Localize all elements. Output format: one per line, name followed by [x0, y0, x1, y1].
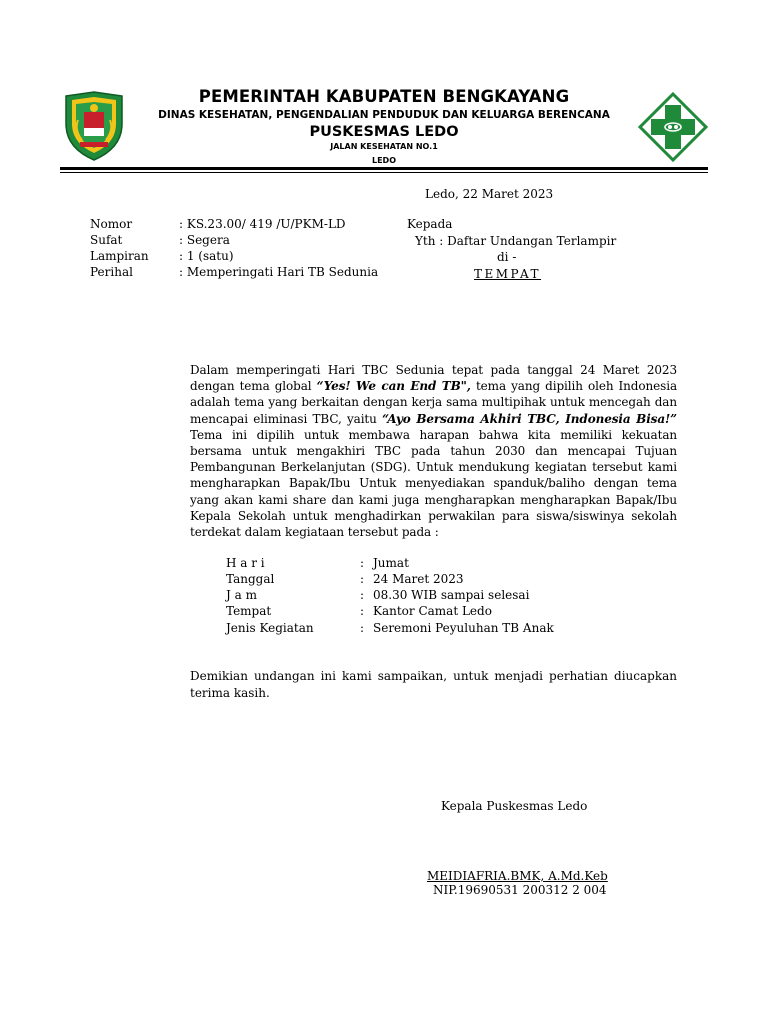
- detail-value-jenis-kegiatan: Seremoni Peyuluhan TB Anak: [373, 621, 554, 635]
- meta-label-perihal: Perihal: [90, 265, 133, 279]
- meta-value-sifat: : Segera: [179, 233, 230, 247]
- detail-value-tempat: Kantor Camat Ledo: [373, 604, 492, 618]
- detail-colon: :: [360, 621, 365, 635]
- letter-date: Ledo, 22 Maret 2023: [425, 187, 554, 201]
- recipient-yth: Yth : Daftar Undangan Terlampir: [415, 234, 617, 248]
- detail-colon: :: [360, 588, 365, 602]
- signature-title: Kepala Puskesmas Ledo: [441, 799, 588, 813]
- meta-value-nomor: : KS.23.00/ 419 /U/PKM-LD: [179, 217, 346, 231]
- meta-label-sifat: Sufat: [90, 233, 123, 247]
- letterhead-city: LEDO: [371, 156, 396, 165]
- detail-label-jam: J a m: [226, 588, 257, 602]
- detail-label-tempat: Tempat: [226, 604, 272, 618]
- detail-value-jam: 08.30 WIB sampai selesai: [373, 588, 530, 602]
- detail-label-jenis-kegiatan: Jenis Kegiatan: [226, 621, 314, 635]
- body-theme: “Yes! We can End TB",: [316, 379, 471, 394]
- meta-value-perihal: : Memperingati Hari TB Sedunia: [179, 265, 379, 279]
- detail-colon: :: [360, 556, 365, 570]
- signature-nip: NIP.19690531 200312 2 004: [433, 883, 607, 897]
- recipient-kepada: Kepada: [407, 217, 453, 231]
- recipient-di: di -: [497, 250, 517, 264]
- letterhead-address: JALAN KESEHATAN NO.1: [330, 142, 438, 151]
- bengkayang-regency-crest-icon: [60, 90, 128, 162]
- recipient-tempat: TEMPAT: [474, 267, 542, 281]
- letterhead-rule-thin: [60, 172, 708, 173]
- detail-label-tanggal: Tanggal: [226, 572, 275, 586]
- body-paragraph: [190, 362, 677, 540]
- meta-label-lampiran: Lampiran: [90, 249, 149, 263]
- detail-label-hari: H a r i: [226, 556, 265, 570]
- meta-value-lampiran: : 1 (satu): [179, 249, 234, 263]
- detail-colon: :: [360, 572, 365, 586]
- closing-paragraph: Demikian undangan ini kami sampaikan, untuk menjadi perhatian diucapkan terima kasih.: [190, 669, 677, 700]
- letterhead-government: PEMERINTAH KABUPATEN BENGKAYANG: [198, 87, 570, 106]
- signature-name: MEIDIAFRIA.BMK, A.Md.Keb: [427, 869, 608, 883]
- detail-value-hari: Jumat: [373, 556, 409, 570]
- body-text-c: Tema ini dipilih untuk membawa harapan bahwa kita memiliki kekuatan bersama untuk mengakhiri TBC pada tahun 2030 dan mencapai Tujuan Pembangunan Berkelanjutan (SDG). Untuk mendukung kegiatan tersebut kami mengharapkan Bapak/Ibu Untuk menyediakan spanduk/baliho dengan tema yang akan kami share dan kami juga mengharapkan mengharapkan Bapak/Ibu Kepala Sekolah untuk menghadirkan perwakilan para siswa/siswinya sekolah terdekat dalam kegiataan tersebut pada :: [190, 427, 677, 540]
- meta-label-nomor: Nomor: [90, 217, 133, 231]
- letterhead-puskesmas: PUSKESMAS LEDO: [309, 124, 459, 140]
- body-slogan: “Ayo Bersama Akhiri TBC, Indonesia Bisa!”: [382, 411, 677, 426]
- body-text-a: Dalam memperingati Hari TBC Sedunia tepat pada tanggal 24 Maret 2023 dengan tema global: [190, 363, 677, 394]
- detail-value-tanggal: 24 Maret 2023: [373, 572, 464, 586]
- puskesmas-cross-icon: [638, 92, 708, 162]
- letterhead-rule-thick: [60, 167, 708, 170]
- body-text-b: tema yang dipilih oleh Indonesia adalah tema yang berkaitan dengan kerja sama multipihak untuk mencegah dan mencapai eliminasi TBC, yaitu: [190, 379, 677, 426]
- detail-colon: :: [360, 604, 365, 618]
- letterhead-department: DINAS KESEHATAN, PENGENDALIAN PENDUDUK DAN KELUARGA BERENCANA: [158, 109, 610, 121]
